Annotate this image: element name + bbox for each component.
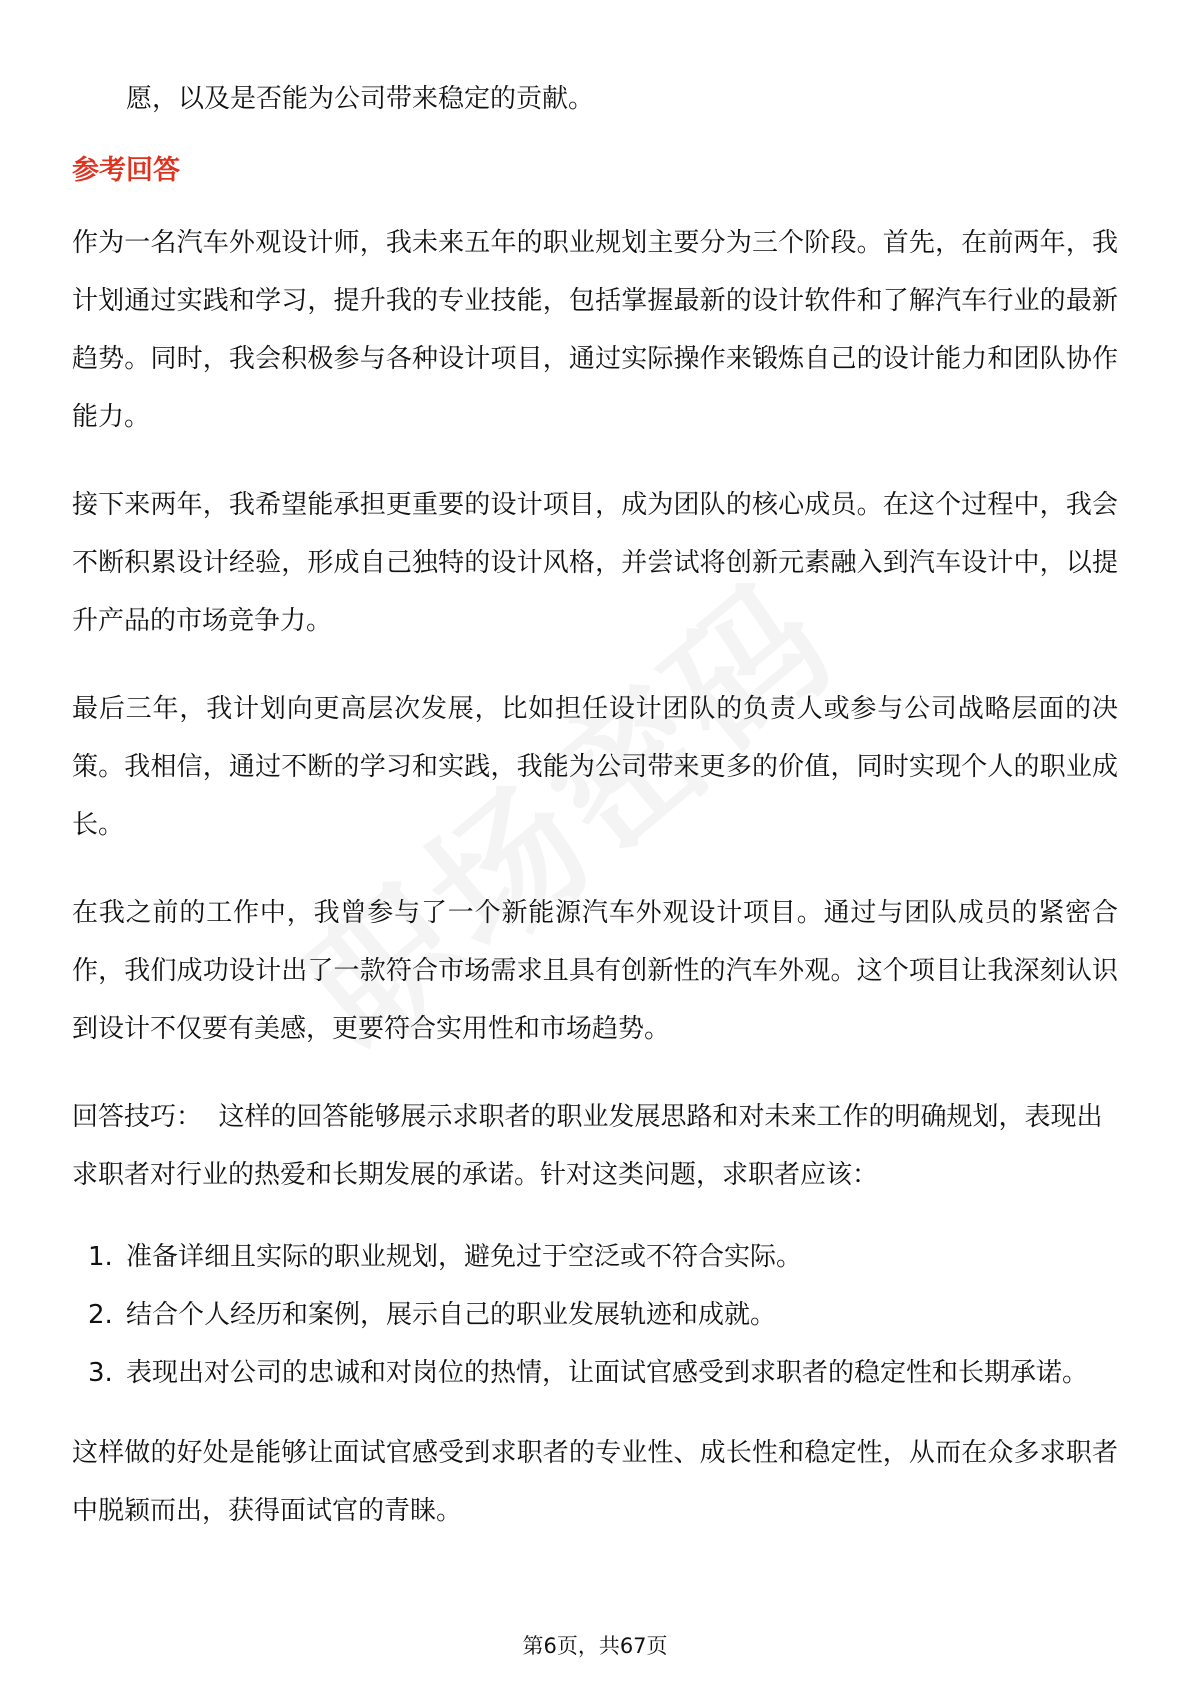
tips-text: 这样的回答能够展示求职者的职业发展思路和对未来工作的明确规划，表现出求职者对行业的热爱和长期发展的承诺。针对这类问题，求职者应该： [72,1102,1103,1190]
list-number: 3. [88,1358,113,1388]
list-item-text: 结合个人经历和案例，展示自己的职业发展轨迹和成就。 [126,1300,777,1330]
page-number-footer: 第6页，共67页 [522,1634,668,1658]
tips-label: 回答技巧： [72,1102,203,1132]
list-item [72,1228,1118,1286]
section-heading: 参考回答 [72,155,180,186]
answer-paragraph-4: 在我之前的工作中，我曾参与了一个新能源汽车外观设计项目。通过与团队成员的紧密合作，我们成功设计出了一款符合市场需求且具有创新性的汽车外观。这个项目让我深刻认识到设计不仅要有美感，更要符合实用性和市场趋势。 [72,898,1118,1044]
list-item-text: 表现出对公司的忠诚和对岗位的热情，让面试官感受到求职者的稳定性和长期承诺。 [126,1358,1089,1388]
tips-paragraph [72,1088,1118,1204]
answer-paragraph-1: 作为一名汽车外观设计师，我未来五年的职业规划主要分为三个阶段。首先，在前两年，我计划通过实践和学习，提升我的专业技能，包括掌握最新的设计软件和了解汽车行业的最新趋势。同时，我会积极参与各种设计项目，通过实际操作来锻炼自己的设计能力和团队协作能力。 [72,228,1118,432]
list-number: 2. [88,1300,113,1330]
list-item [72,1344,1118,1402]
list-item-text: 准备详细且实际的职业规划，避免过于空泛或不符合实际。 [126,1242,803,1272]
answer-paragraph-2: 接下来两年，我希望能承担更重要的设计项目，成为团队的核心成员。在这个过程中，我会不断积累设计经验，形成自己独特的设计风格，并尝试将创新元素融入到汽车设计中，以提升产品的市场竞争力。 [72,490,1118,636]
intro-line: 愿，以及是否能为公司带来稳定的贡献。 [126,84,595,114]
tips-list [72,1228,1118,1402]
answer-paragraph-3: 最后三年，我计划向更高层次发展，比如担任设计团队的负责人或参与公司战略层面的决策。我相信，通过不断的学习和实践，我能为公司带来更多的价值，同时实现个人的职业成长。 [72,694,1118,840]
document-content [72,70,1118,1540]
closing-paragraph: 这样做的好处是能够让面试官感受到求职者的专业性、成长性和稳定性，从而在众多求职者中脱颖而出，获得面试官的青睐。 [72,1438,1118,1526]
list-item [72,1286,1118,1344]
list-number: 1. [88,1242,113,1272]
